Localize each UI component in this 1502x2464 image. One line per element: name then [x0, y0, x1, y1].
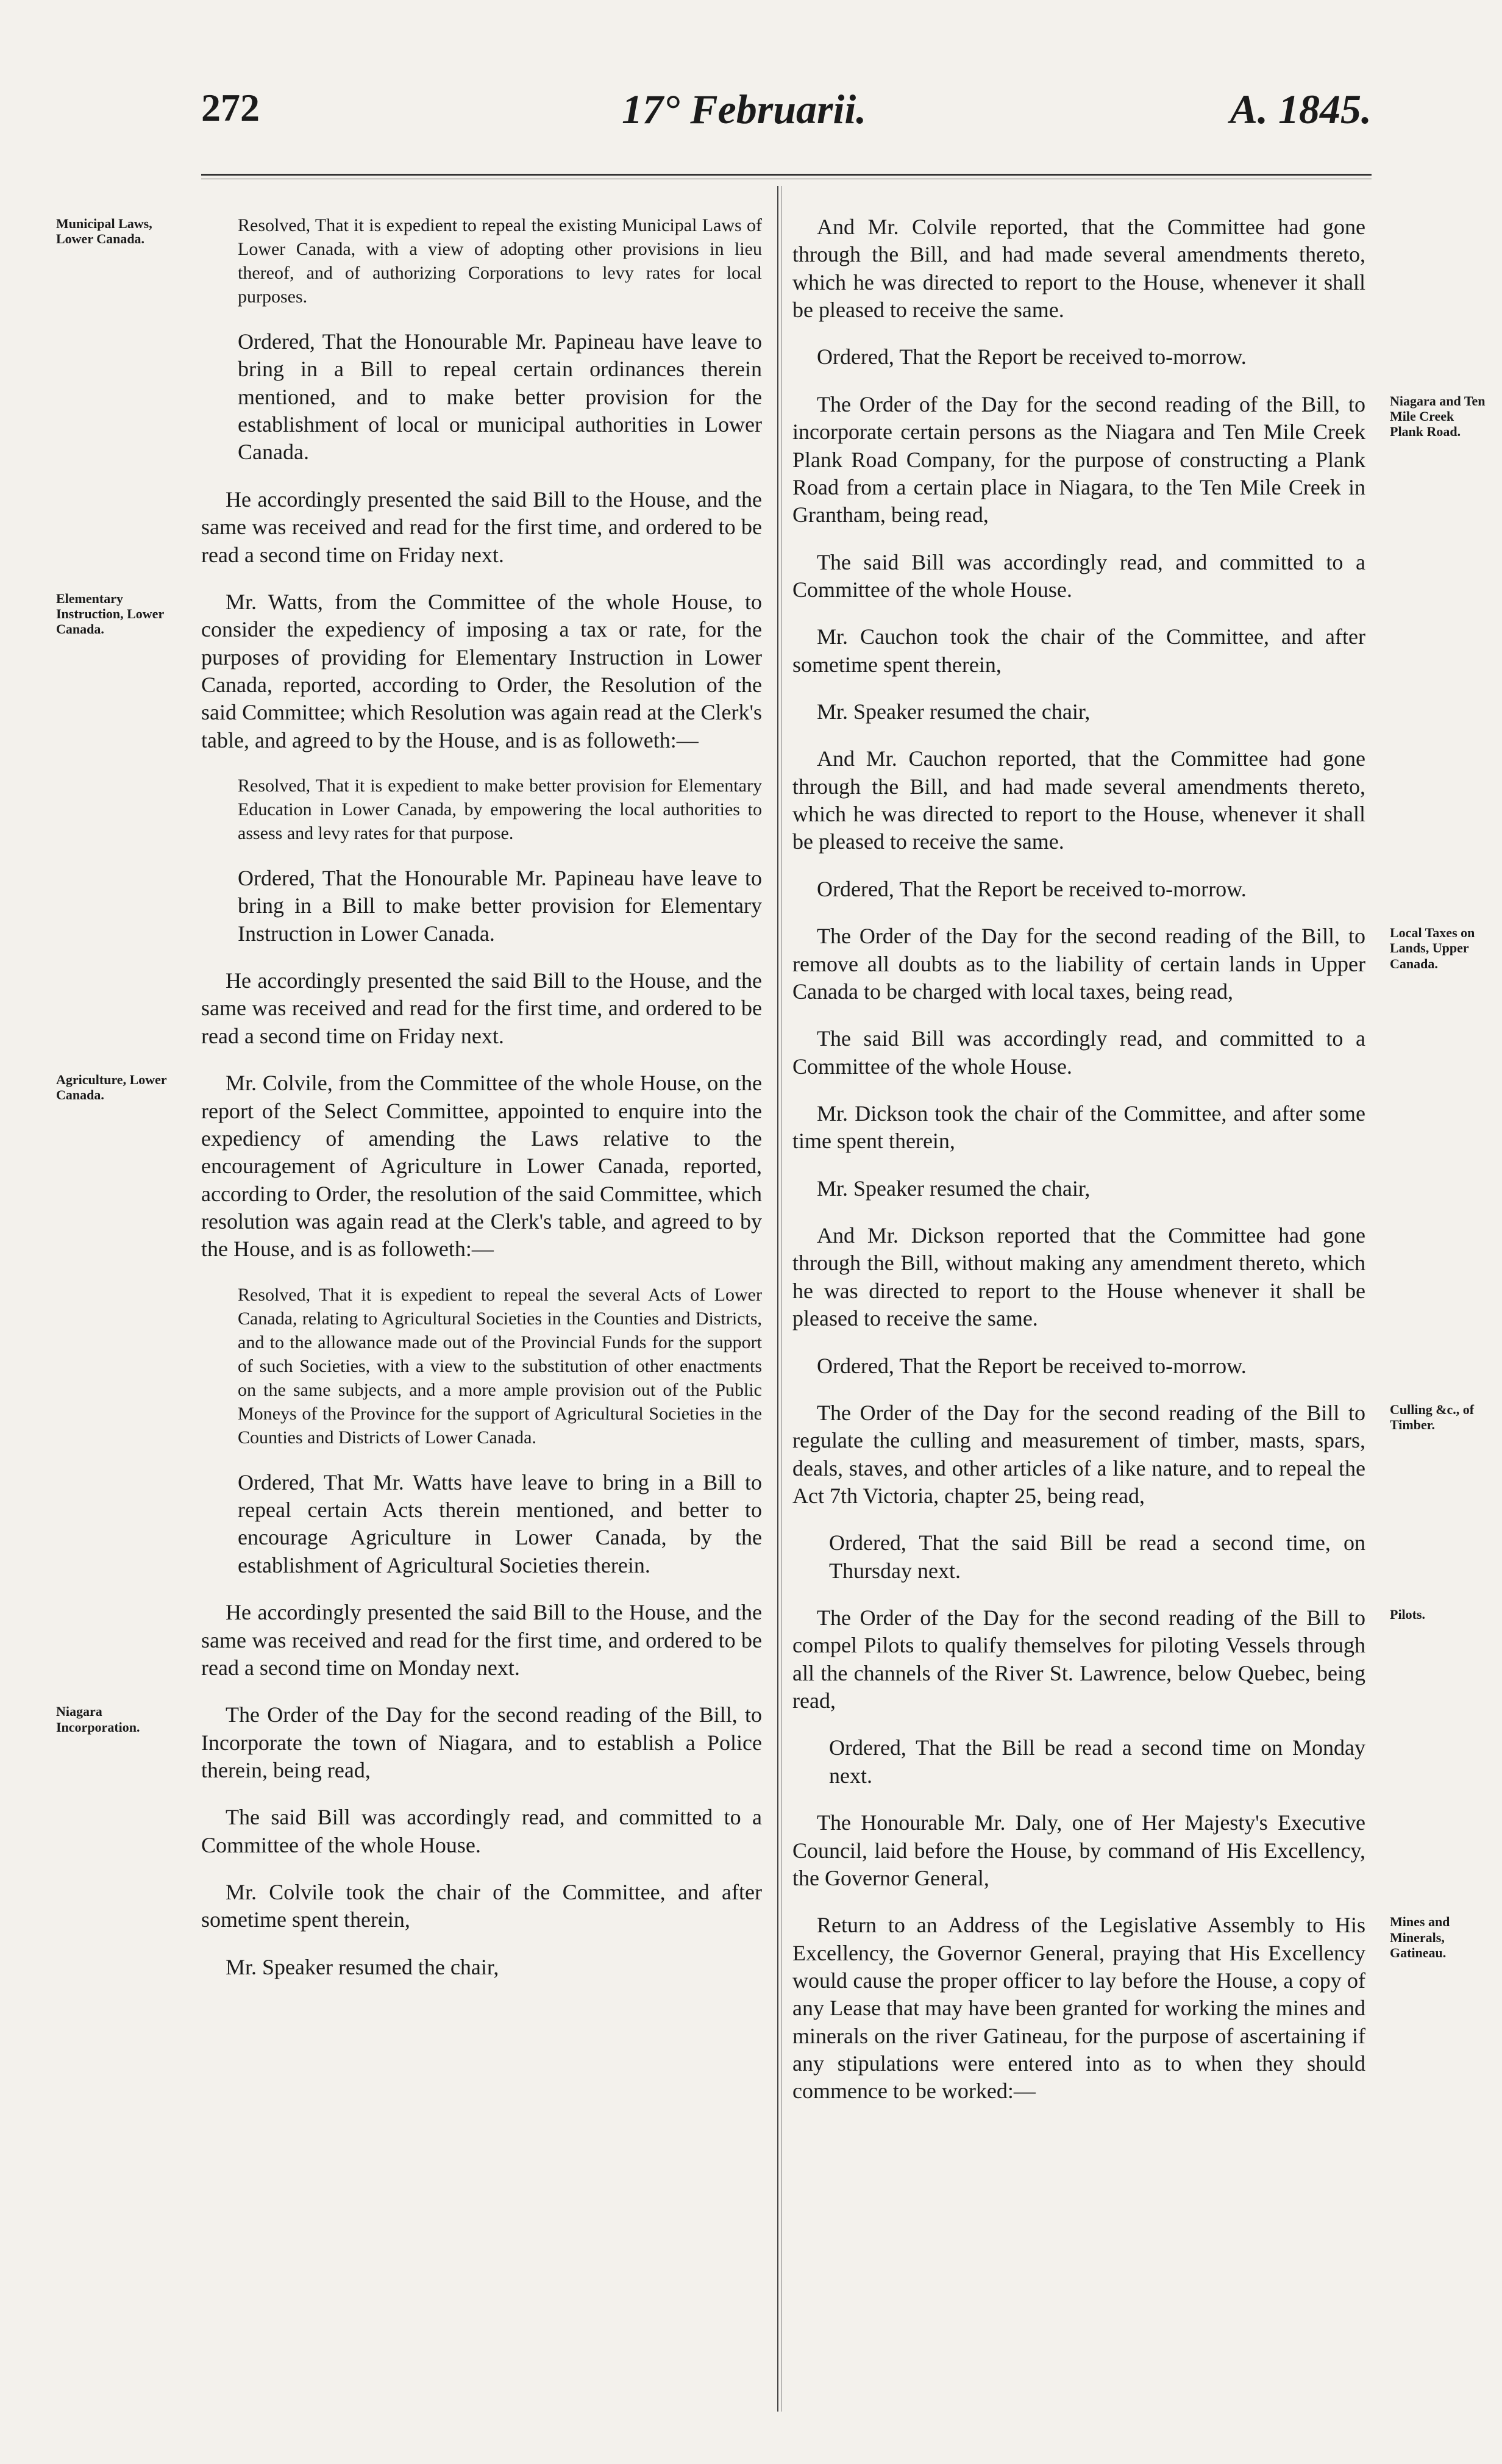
margin-note: Culling &c., of Timber. — [1390, 1401, 1475, 1433]
paragraph: The Order of the Day for the second reading of the Bill, to incorporate certain persons as the Niagara and Ten Mile Creek Plank Road Company, for the purpose of constructing a Plank Road from a certain place in Niagara, to the Ten Mile Creek in Grantham, being read, — [792, 391, 1365, 527]
column-divider — [777, 186, 778, 2412]
order: Ordered, That the Report be received to-morrow. — [817, 876, 1247, 901]
margin-note: Niagara Incorporation. — [56, 1704, 140, 1735]
paragraph: The Order of the Day for the second reading of the Bill, to Incorporate the town of Niagara, and to establish a Police therein, being read, — [201, 1702, 762, 1782]
order: Ordered, That the Bill be read a second time on Monday next. — [829, 1735, 1365, 1788]
paragraph: Mr. Colvile, from the Committee of the whole House, on the report of the Select Committee, appointed to enquire into the expediency of amending the Laws relative to the encouragement of Agriculture in Lower Canada, reported, according to Order, the resolution of the said Committee, which resolution was again read at the Clerk's table, and agreed to by the House, and is as followeth:— — [201, 1071, 762, 1262]
margin-note: Elementary Instruction, Lower Canada. — [56, 590, 164, 637]
paragraph: The said Bill was accordingly read, and committed to a Committee of the whole House. — [792, 549, 1365, 602]
left-column — [56, 213, 762, 2001]
paragraph: The Order of the Day for the second reading of the Bill, to remove all doubts as to the liability of certain lands in Upper Canada to be charged with local taxes, being read, — [792, 924, 1365, 1004]
paragraph: Return to an Address of the Legislative Assembly to His Excellency, the Governor General, praying that His Excellency would cause the proper officer to lay before the House, a copy of any Lease that may have been granted for working the mines and minerals on the river Gatineau, for the purpose of ascertaining if any stipulations were entered into as to when they should commence to be worked:— — [792, 1913, 1365, 2104]
page-header — [201, 85, 1372, 152]
paragraph: The Honourable Mr. Daly, one of Her Majesty's Executive Council, laid before the House, by command of His Excellency, the Governor General, — [792, 1810, 1365, 1890]
order: Ordered, That Mr. Watts have leave to bring in a Bill to repeal certain Acts therein mentioned, and better to encourage Agriculture in Lower Canada, by the establishment of Agricultural Societies therein. — [238, 1469, 762, 1577]
margin-note: Pilots. — [1390, 1607, 1426, 1623]
header-rule — [201, 174, 1372, 176]
paragraph: The said Bill was accordingly read, and committed to a Committee of the whole House. — [792, 1026, 1365, 1079]
paragraph: Mr. Cauchon took the chair of the Committee, and after sometime spent therein, — [792, 624, 1365, 677]
margin-note: Local Taxes on Lands, Upper Canada. — [1390, 925, 1475, 971]
margin-note: Municipal Laws, Lower Canada. — [56, 216, 152, 247]
paragraph: And Mr. Cauchon reported, that the Committee had gone through the Bill, and had made several amendments thereto, which he was directed to report to the House, whenever it shall be pleased to receive the same. — [792, 746, 1365, 854]
order: Ordered, That the said Bill be read a second time, on Thursday next. — [829, 1530, 1365, 1583]
paragraph: The Order of the Day for the second reading of the Bill to regulate the culling and measurement of timber, masts, spars, deals, staves, and other articles of a like nature, and to repeal the Act 7th Victoria, chapter 25, being read, — [792, 1400, 1365, 1508]
paragraph: Mr. Watts, from the Committee of the whole House, to consider the expediency of imposing a tax or rate, for the purposes of providing for Elementary Instruction in Lower Canada, reported, according to Order, the Resolution of the said Committee; which Resolution was again read at the Clerk's table, and agreed to by the House, and is as followeth:— — [201, 589, 762, 752]
resolution: Resolved, That it is expedient to make better provision for Elementary Education in Lower Canada, by empowering the local authorities to assess and levy rates for that purpose. — [238, 776, 762, 844]
order: Ordered, That the Honourable Mr. Papineau have leave to bring in a Bill to make better provision for Elementary Instruction in Lower Canada. — [238, 866, 762, 946]
resolution: Resolved, That it is expedient to repeal the existing Municipal Laws of Lower Canada, with a view of adopting other provisions in lieu thereof, and of authorizing Corporations to levy rates for local purposes. — [238, 215, 762, 307]
page-year: A. 1845. — [1230, 86, 1372, 132]
paragraph: He accordingly presented the said Bill to the House, and the same was received and read for the first time, and ordered to be read a second time on Friday next. — [201, 968, 762, 1048]
resolution: Resolved, That it is expedient to repeal the several Acts of Lower Canada, relating to Agricultural Societies in the Counties and Districts, and to the allowance made out of the Provincial Funds for the support of such Societies, with a view to the substitution of other enactments on the same subjects, and a more ample provision out of the Public Moneys of the Province for the support of Agricultural Societies in the Counties and Districts of Lower Canada. — [238, 1284, 762, 1448]
paragraph: And Mr. Colvile reported, that the Committee had gone through the Bill, and had made several amendments thereto, which he was directed to report to the House, whenever it shall be pleased to receive the same. — [792, 215, 1365, 323]
paragraph: Mr. Speaker resumed the chair, — [817, 1176, 1091, 1201]
margin-note: Agriculture, Lower Canada. — [56, 1072, 167, 1103]
order: Ordered, That the Report be received to-morrow. — [817, 1353, 1247, 1378]
paragraph: Mr. Dickson took the chair of the Committee, and after some time spent therein, — [792, 1101, 1365, 1154]
order: Ordered, That the Honourable Mr. Papineau have leave to bring in a Bill to repeal certain ordinances therein mentioned, and to make better provision for the establishment of local or municipal authorities in Lower Canada. — [238, 329, 762, 465]
right-column — [792, 213, 1486, 2125]
paragraph: He accordingly presented the said Bill to the House, and the same was received and read for the first time, and ordered to be read a second time on Monday next. — [201, 1600, 762, 1680]
paragraph: The Order of the Day for the second reading of the Bill to compel Pilots to qualify themselves for piloting Vessels through all the channels of the River St. Lawrence, below Quebec, being read, — [792, 1605, 1365, 1713]
margin-note: Niagara and Ten Mile Creek Plank Road. — [1390, 393, 1486, 440]
paragraph: Mr. Colvile took the chair of the Committee, and after sometime spent therein, — [201, 1880, 762, 1932]
paragraph: He accordingly presented the said Bill to the House, and the same was received and read for the first time, and ordered to be read a second time on Friday next. — [201, 487, 762, 567]
paragraph: Mr. Speaker resumed the chair, — [817, 699, 1091, 724]
margin-note: Mines and Minerals, Gatineau. — [1390, 1914, 1450, 1960]
page-date: 17° Februarii. — [622, 86, 867, 132]
paragraph: Mr. Speaker resumed the chair, — [226, 1954, 499, 1979]
paragraph: And Mr. Dickson reported that the Committee had gone through the Bill, without making any amendment thereto, which he was directed to report to the House whenever it shall be pleased to receive the same. — [792, 1223, 1365, 1331]
order: Ordered, That the Report be received to-morrow. — [817, 345, 1247, 370]
page-number: 272 — [201, 86, 260, 129]
paragraph: The said Bill was accordingly read, and committed to a Committee of the whole House. — [201, 1805, 762, 1857]
